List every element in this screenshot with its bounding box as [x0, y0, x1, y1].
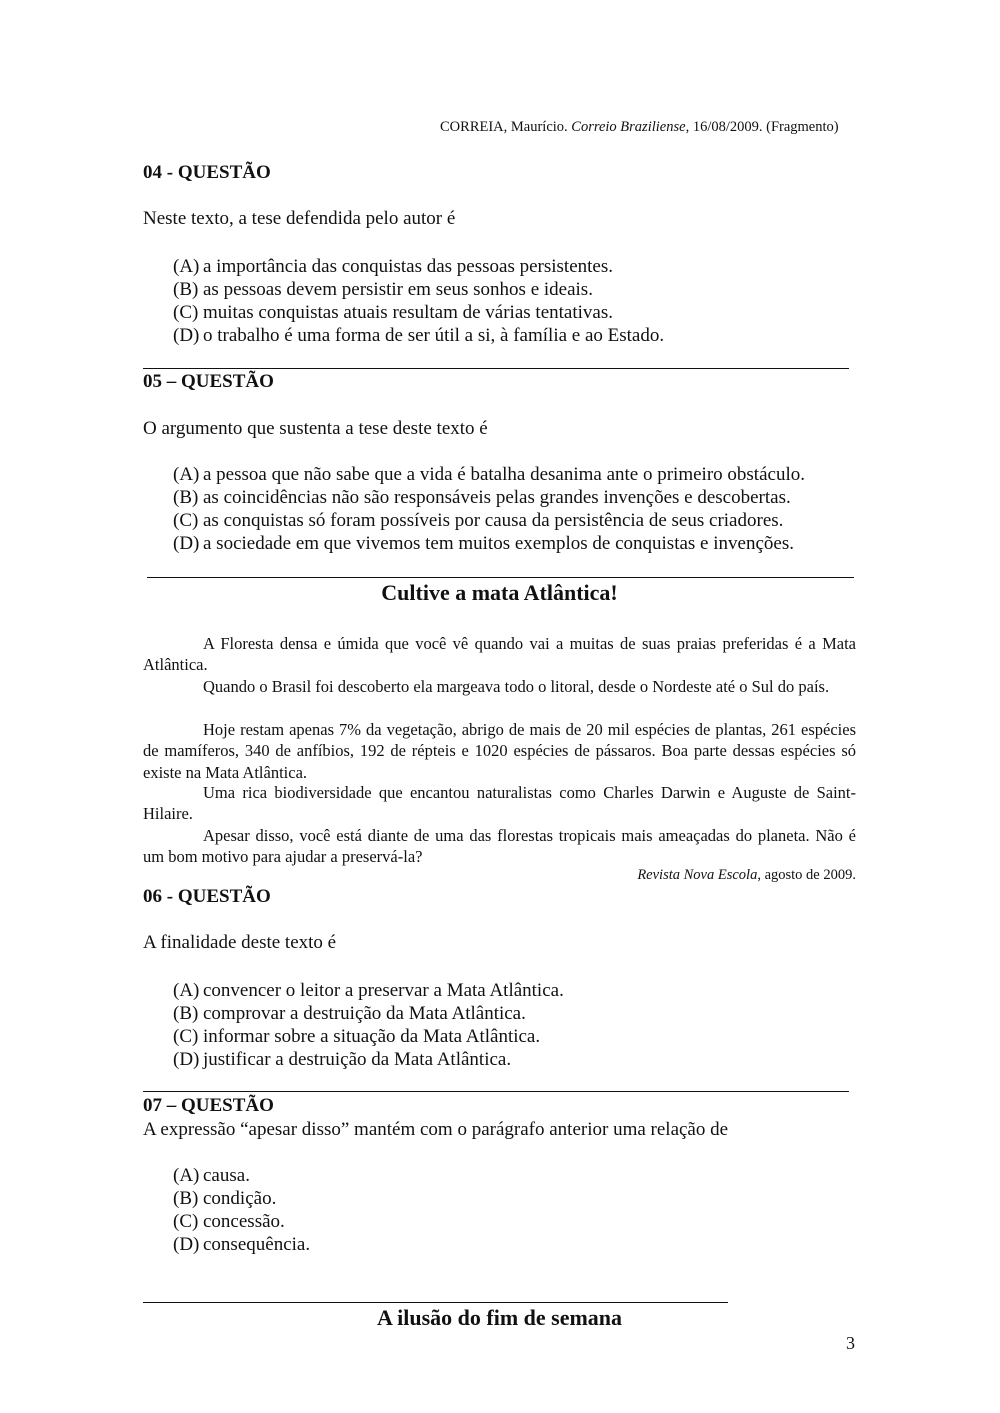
article-citation — [637, 867, 856, 884]
option-text: comprovar a destruição da Mata Atlântica. — [203, 1003, 526, 1024]
q07-option-c[interactable] — [173, 1211, 285, 1233]
q07-option-a[interactable] — [173, 1165, 250, 1187]
option-letter: (D) — [173, 1049, 200, 1070]
option-text: concessão. — [203, 1211, 285, 1232]
q07-heading: 07 – QUESTÃO — [143, 1095, 274, 1116]
q06-stem: A finalidade deste texto é — [143, 932, 337, 953]
citation-date: , agosto de 2009. — [757, 867, 856, 883]
option-text: causa. — [203, 1165, 250, 1186]
q05-heading: 05 – QUESTÃO — [143, 371, 274, 392]
separator-line — [143, 1302, 728, 1303]
q06-option-c[interactable] — [173, 1026, 540, 1048]
q07-stem: A expressão “apesar disso” mantém com o parágrafo anterior uma relação de — [143, 1119, 729, 1140]
option-letter: (B) — [173, 279, 199, 300]
q05-stem: O argumento que sustenta a tese deste texto é — [143, 418, 488, 439]
q07-option-b[interactable] — [173, 1188, 276, 1210]
citation-source: Revista Nova Escola — [637, 867, 758, 883]
article-paragraph: Hoje restam apenas 7% da vegetação, abrigo de mais de 20 mil espécies de plantas, 261 espécies de mamíferos, 340 de anfíbios, 192 de répteis e 1020 espécies de pássaros. Boa parte dessas espécies só existe na Mata Atlântica. — [143, 720, 856, 782]
citation-publication: Correio Braziliense — [571, 119, 686, 135]
q05-option-c[interactable] — [173, 510, 783, 532]
article-paragraph: Uma rica biodiversidade que encantou naturalistas como Charles Darwin e Auguste de Saint-Hilaire. — [143, 783, 856, 824]
article-paragraph: Quando o Brasil foi descoberto ela margeava todo o litoral, desde o Nordeste até o Sul do país. — [203, 677, 830, 696]
option-letter: (D) — [173, 533, 200, 554]
article-paragraph: Apesar disso, você está diante de uma das florestas tropicais mais ameaçadas do planeta. Não é um bom motivo para ajudar a preservá-la? — [143, 826, 856, 867]
q07-option-d[interactable] — [173, 1234, 310, 1256]
q06-heading: 06 - QUESTÃO — [143, 886, 271, 907]
option-text: o trabalho é uma forma de ser útil a si, à família e ao Estado. — [203, 325, 665, 346]
option-letter: (A) — [173, 1165, 200, 1186]
option-text: a sociedade em que vivemos tem muitos exemplos de conquistas e invenções. — [203, 533, 794, 554]
option-text: a importância das conquistas das pessoas persistentes. — [203, 256, 613, 277]
option-text: condição. — [203, 1188, 277, 1209]
option-text: consequência. — [203, 1234, 311, 1255]
q04-option-c[interactable] — [173, 302, 613, 324]
page-number: 3 — [846, 1333, 855, 1353]
option-letter: (B) — [173, 1188, 199, 1209]
separator-line — [143, 368, 849, 369]
q04-option-d[interactable] — [173, 325, 664, 347]
article-paragraph: A Floresta densa e úmida que você vê quando vai a muitas de suas praias preferidas é a Mata Atlântica. — [143, 634, 856, 675]
option-letter: (C) — [173, 510, 199, 531]
q05-option-a[interactable] — [173, 464, 805, 486]
option-letter: (A) — [173, 464, 200, 485]
source-citation — [440, 119, 839, 136]
article-title: Cultive a mata Atlântica! — [381, 580, 618, 605]
option-text: convencer o leitor a preservar a Mata Atlântica. — [203, 980, 564, 1001]
option-letter: (D) — [173, 325, 200, 346]
option-letter: (C) — [173, 1026, 199, 1047]
option-letter: (B) — [173, 487, 199, 508]
option-letter: (C) — [173, 302, 199, 323]
q05-option-b[interactable] — [173, 487, 791, 509]
option-text: a pessoa que não sabe que a vida é batalha desanima ante o primeiro obstáculo. — [203, 464, 805, 485]
citation-author: CORREIA, Maurício. — [440, 119, 572, 135]
option-letter: (A) — [173, 256, 200, 277]
q05-option-d[interactable] — [173, 533, 794, 555]
q04-heading: 04 - QUESTÃO — [143, 162, 271, 183]
option-text: as pessoas devem persistir em seus sonhos e ideais. — [203, 279, 593, 300]
option-text: justificar a destruição da Mata Atlântica. — [203, 1049, 512, 1070]
separator-line — [147, 577, 854, 578]
q06-option-b[interactable] — [173, 1003, 526, 1025]
option-text: muitas conquistas atuais resultam de várias tentativas. — [203, 302, 613, 323]
option-text: as coincidências não são responsáveis pelas grandes invenções e descobertas. — [203, 487, 791, 508]
q04-stem: Neste texto, a tese defendida pelo autor é — [143, 208, 456, 229]
q04-option-a[interactable] — [173, 256, 613, 278]
option-letter: (B) — [173, 1003, 199, 1024]
q06-option-d[interactable] — [173, 1049, 511, 1071]
next-article-title: A ilusão do fim de semana — [376, 1305, 623, 1330]
q06-option-a[interactable] — [173, 980, 564, 1002]
option-text: as conquistas só foram possíveis por causa da persistência de seus criadores. — [203, 510, 784, 531]
option-text: informar sobre a situação da Mata Atlântica. — [203, 1026, 541, 1047]
option-letter: (A) — [173, 980, 200, 1001]
option-letter: (D) — [173, 1234, 200, 1255]
separator-line — [143, 1091, 849, 1092]
citation-rest: , 16/08/2009. (Fragmento) — [685, 119, 839, 135]
option-letter: (C) — [173, 1211, 199, 1232]
q04-option-b[interactable] — [173, 279, 593, 301]
